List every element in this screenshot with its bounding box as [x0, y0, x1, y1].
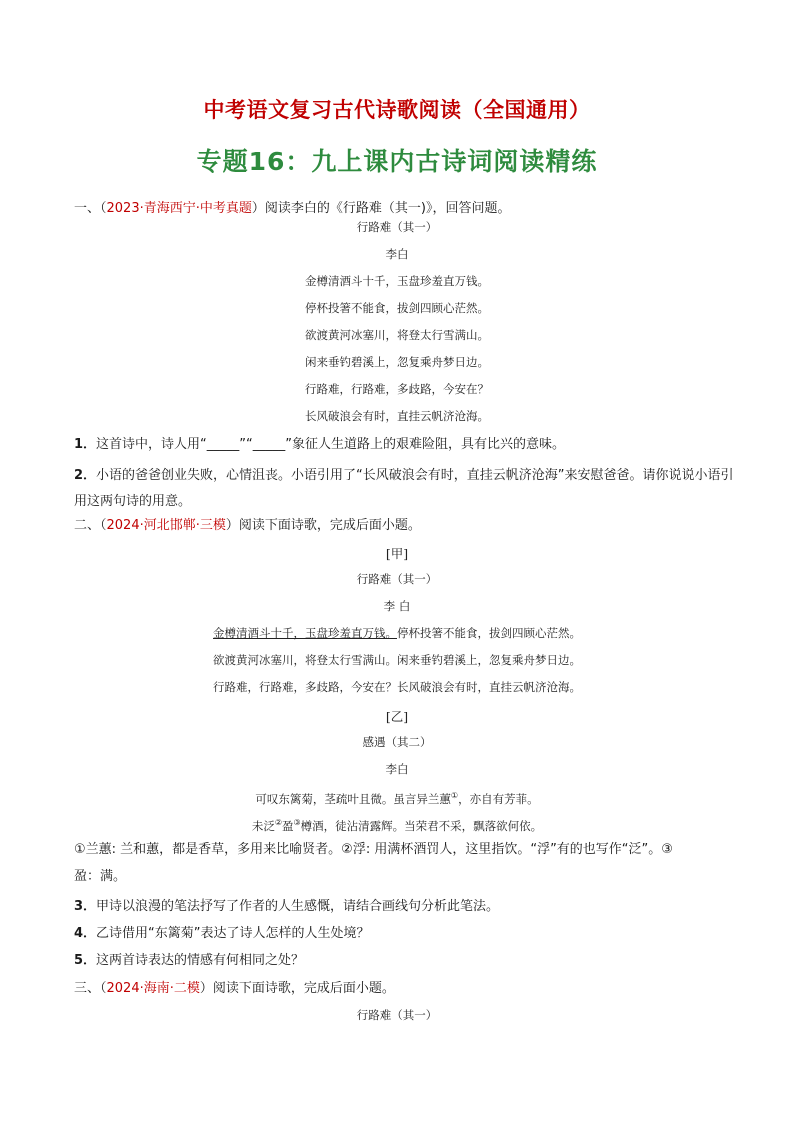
poem-jia-title: 行路难（其一）	[356, 572, 438, 586]
question-1-number: 1．	[74, 437, 97, 452]
section2-source: 2024·河北邯郸·三模	[106, 518, 226, 533]
section3-source: 2024·海南·二模	[106, 981, 200, 996]
question-3-number: 3．	[74, 899, 97, 914]
question-4	[74, 925, 734, 943]
section2-prefix: 二、（	[74, 518, 107, 533]
poem-yi-line-2-c: 樽酒，徒沾清露辉。当荣君不采，飘落欲何依。	[300, 818, 543, 833]
section3-poem-title: 行路难（其一）	[356, 1008, 438, 1022]
section1-poem-line: 欲渡黄河冰塞川，将登太行雪满山。	[305, 328, 489, 342]
poem-yi-line-2-a: 未泛	[251, 818, 275, 833]
question-2-number: 2．	[74, 468, 97, 483]
poem-jia-line-2: 欲渡黄河冰塞川，将登太行雪满山。闲来垂钓碧溪上，忽复乘舟梦日边。	[213, 653, 581, 667]
question-2-text: 小语的爸爸创业失败，心情沮丧。小语引用了“长风破浪会有时，直挂云帆济沧海”来安慰爸爸。请你说说小语引用这两句诗的用意。	[74, 468, 734, 509]
poem-jia-line-1	[0, 625, 794, 641]
question-4-text: 乙诗借用“东篱菊”表达了诗人怎样的人生处境？	[96, 926, 370, 941]
footnote-mark: ①	[450, 791, 459, 800]
poem-yi-line-2	[0, 815, 794, 834]
notes-line-2: 盈：满。	[74, 869, 127, 884]
section1-poem-line: 闲来垂钓碧溪上，忽复乘舟梦日边。	[305, 355, 489, 369]
question-3-text: 甲诗以浪漫的笔法抒写了作者的人生感慨，请结合画线句分析此笔法。	[96, 899, 500, 914]
section1-poem-author: 李白	[385, 247, 409, 261]
section1-suffix: ）阅读李白的《行路难（其一)》，回答问题。	[251, 201, 511, 216]
section1-poem-title: 行路难（其一）	[356, 220, 438, 234]
section1-prefix: 一、（	[74, 201, 107, 216]
question-4-number: 4．	[74, 926, 97, 941]
poem-yi-label: [乙]	[385, 709, 409, 724]
question-1	[74, 436, 734, 454]
poem-yi-line-1	[0, 788, 794, 807]
poem-yi-line-1-b: ，亦自有芳菲。	[458, 791, 539, 806]
question-3	[74, 898, 734, 916]
poem-jia-author: 李 白	[383, 599, 411, 613]
document-subtitle: 专题16：九上课内古诗词阅读精练	[196, 147, 598, 176]
notes-line-1: ①兰蕙: 兰和蕙，都是香草，多用来比喻贤者。②浮: 用满杯酒罚人，这里指饮。“浮”有的也写作“泛”。③	[74, 842, 673, 857]
poem-yi-author: 李白	[385, 762, 409, 776]
question-5-text: 这两首诗表达的情感有何相同之处？	[96, 953, 305, 968]
section1-poem-line: 金樽清酒斗十千，玉盘珍羞直万钱。	[305, 274, 489, 288]
section3-prefix: 三、（	[74, 981, 107, 996]
poem-jia-label: [甲]	[385, 546, 409, 561]
underlined-line: 金樽清酒斗十千，玉盘珍羞直万钱。	[213, 626, 397, 640]
poem-yi-line-1-a: 可叹东篱菊，茎疏叶且微。虽言异兰蕙	[255, 791, 451, 806]
poem-yi-line-2-b: 盈	[282, 818, 294, 833]
question-5-number: 5．	[74, 953, 97, 968]
question-5	[74, 952, 734, 970]
poem-jia-line-1-rest: 停杯投箸不能食，拔剑四顾心茫然。	[397, 626, 581, 640]
question-2	[74, 463, 734, 515]
poem-yi-title: 感遇（其二）	[362, 735, 432, 749]
section3-suffix: ）阅读下面诗歌，完成后面小题。	[199, 981, 395, 996]
section1-poem-line: 行路难，行路难，多歧路，今安在？	[305, 382, 489, 396]
document-title: 中考语文复习古代诗歌阅读（全国通用）	[203, 98, 591, 122]
section2-suffix: ）阅读下面诗歌，完成后面小题。	[225, 518, 421, 533]
poem-jia-line-3: 行路难，行路难，多歧路，今安在？长风破浪会有时，直挂云帆济沧海。	[213, 680, 581, 694]
question-1-text: 这首诗中，诗人用“_____”“_____”象征人生道路上的艰难险阻，具有比兴的意味。	[96, 437, 565, 452]
section1-heading	[74, 200, 734, 218]
footnote-mark: ②	[274, 818, 282, 827]
section3-heading	[74, 980, 734, 998]
footnote-mark: ③	[293, 818, 301, 827]
section1-poem-line: 停杯投箸不能食，拔剑四顾心茫然。	[305, 301, 489, 315]
section1-poem-line: 长风破浪会有时，直挂云帆济沧海。	[305, 409, 489, 423]
section1-source: 2023·青海西宁·中考真题	[106, 201, 252, 216]
section2-heading	[74, 517, 734, 535]
